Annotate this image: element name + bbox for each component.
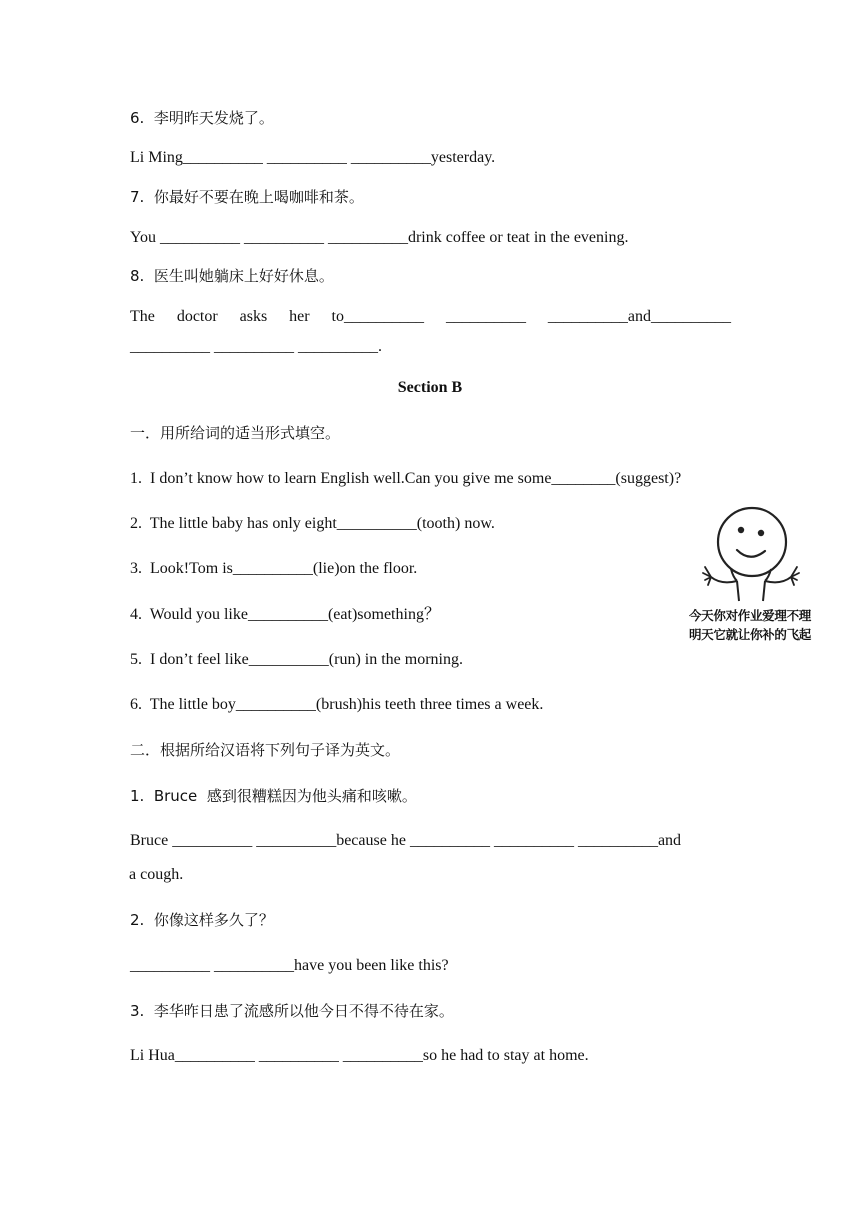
- question-8-chinese: 8. 医生叫她躺床上好好休息。: [130, 267, 334, 285]
- question-7-english: You __________ __________ __________drink coffee or teat in the evening.: [130, 229, 629, 246]
- fill-item-1: 1. I don’t know how to learn English well.Can you give me some________(suggest)?: [130, 470, 682, 487]
- translate-3-english: Li Hua__________ __________ __________so he had to stay at home.: [130, 1047, 589, 1064]
- translate-3-chinese: 3. 李华昨日患了流感所以他今日不得不待在家。: [130, 1002, 454, 1020]
- meme-caption-line-1: 今天你对作业爱理不理: [688, 608, 811, 623]
- meme-image: [675, 505, 825, 645]
- meme-caption-line-2: 明天它就让你补的飞起: [688, 627, 811, 642]
- translate-2-english: __________ __________have you been like this?: [130, 957, 449, 974]
- question-8-english-line-2: __________ __________ __________.: [130, 338, 382, 355]
- question-7-chinese: 7. 你最好不要在晚上喝咖啡和茶。: [130, 188, 364, 206]
- question-6-english: Li Ming__________ __________ __________yesterday.: [130, 149, 496, 166]
- fill-item-2: 2. The little baby has only eight__________(tooth) now.: [130, 515, 495, 532]
- fill-item-4: 4. Would you like__________(eat)something？: [130, 606, 440, 623]
- translate-1-english-line-1: Bruce __________ __________because he __________ __________ __________and: [130, 832, 682, 849]
- fill-item-3: 3. Look!Tom is__________(lie)on the floor.: [130, 560, 418, 577]
- shrug-face-icon: [675, 505, 825, 605]
- question-6-chinese: 6. 李明昨天发烧了。: [130, 109, 274, 127]
- translate-1-chinese: 1. Bruce 感到很糟糕因为他头痛和咳嗽。: [130, 787, 417, 805]
- part-2-heading: 二．根据所给汉语将下列句子译为英文。: [130, 741, 401, 759]
- section-b-title: Section B: [397, 379, 463, 396]
- translate-2-chinese: 2. 你像这样多久了？: [130, 911, 274, 929]
- fill-item-6: 6. The little boy__________(brush)his teeth three times a week.: [130, 696, 544, 713]
- question-8-english-line-1: The doctor asks her to__________ __________ __________and__________: [130, 308, 731, 325]
- part-1-heading: 一．用所给词的适当形式填空。: [130, 424, 341, 442]
- fill-item-5: 5. I don’t feel like__________(run) in the morning.: [130, 651, 463, 668]
- translate-1-english-line-2: a cough.: [129, 866, 184, 883]
